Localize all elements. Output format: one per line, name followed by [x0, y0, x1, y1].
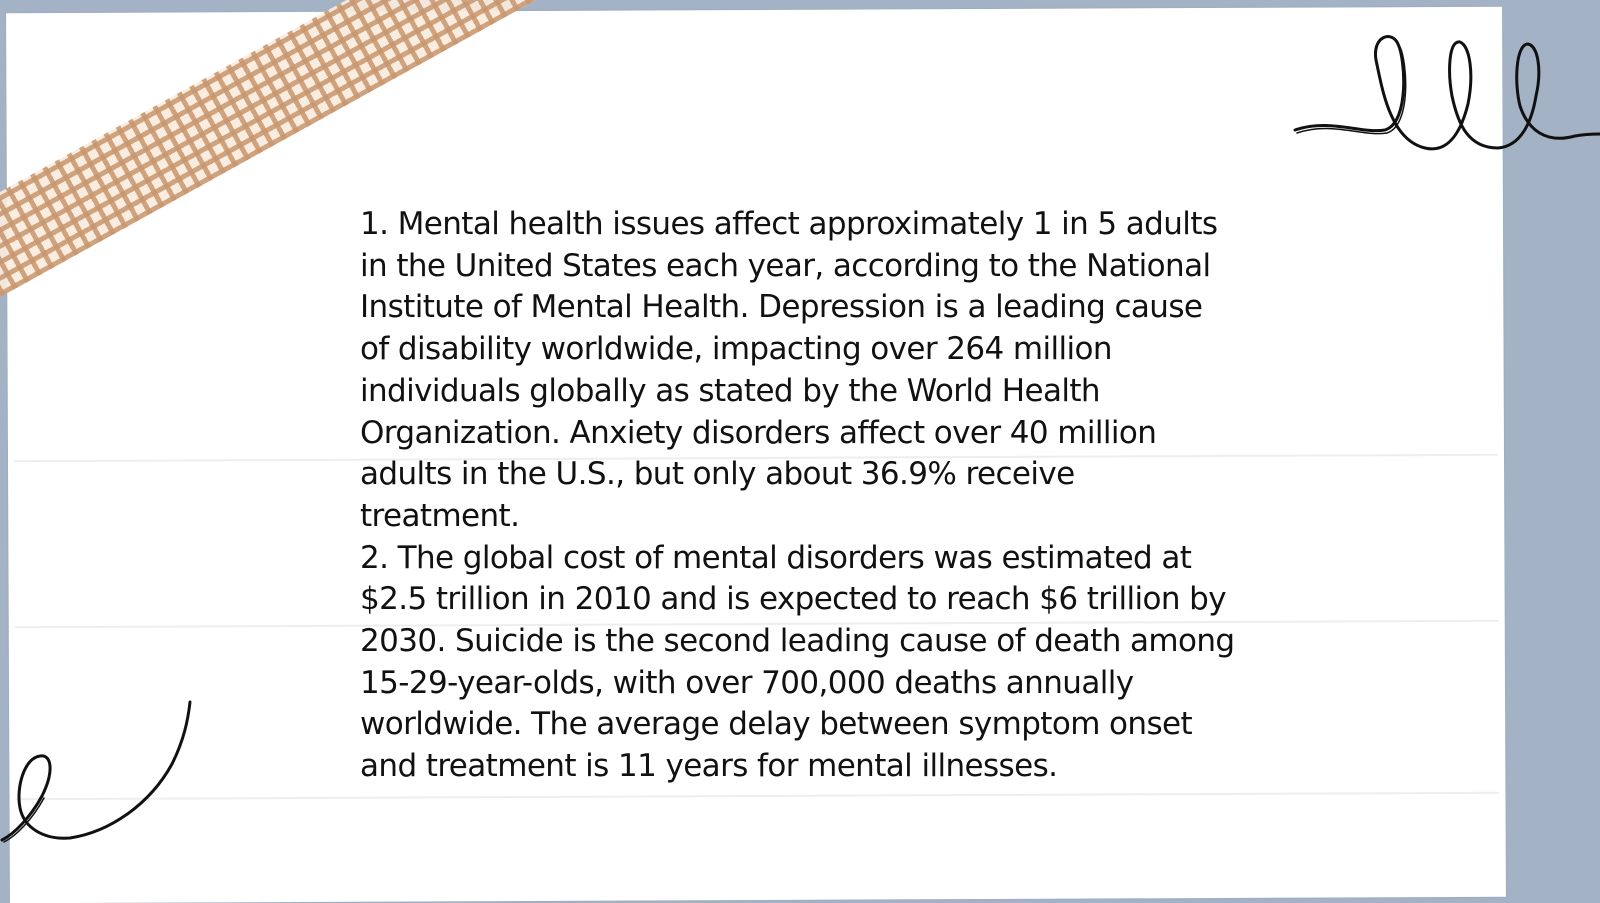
check-swirl-doodle-icon — [0, 700, 200, 850]
statistics-text-block — [360, 204, 1240, 788]
loop-doodle-icon — [1290, 30, 1600, 160]
statistics-paragraph-1: 1. Mental health issues affect approximately 1 in 5 adults in the United States each year, according to the National Institute of Mental Health. Depression is a leading cause of disability worldwide, impacting over 264 million individuals globally as stated by the World Health Organization. Anxiety disorders affect over 40 million adults in the U.S., but only about 36.9% receive treatment. — [360, 206, 1218, 534]
statistics-paragraph-2: 2. The global cost of mental disorders was estimated at $2.5 trillion in 2010 and is expected to reach $6 trillion by 2030. Suicide is the second leading cause of death among 15-29-year-olds, with over 700,000 deaths annually worldwide. The average delay between symptom onset and treatment is 11 years for mental illnesses. — [360, 539, 1235, 785]
paper-rule-line — [15, 792, 1499, 800]
